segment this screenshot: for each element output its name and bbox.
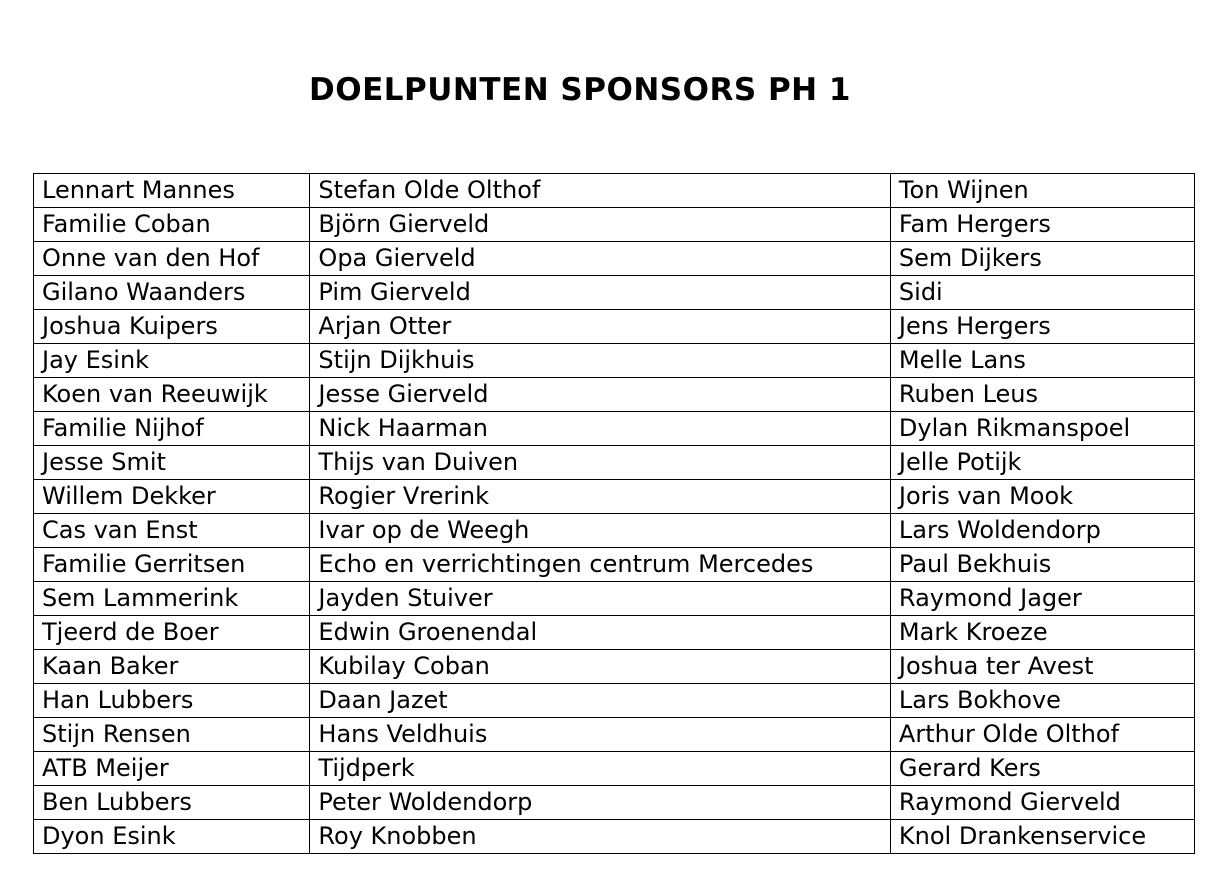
sponsor-name-cell: Onne van den Hof: [34, 242, 310, 276]
sponsor-name-cell: Stefan Olde Olthof: [310, 174, 891, 208]
page-title: DOELPUNTEN SPONSORS PH 1: [309, 72, 851, 108]
sponsor-name-cell: Ben Lubbers: [34, 786, 310, 820]
sponsor-name-cell: Melle Lans: [890, 344, 1194, 378]
sponsor-name-cell: Jelle Potijk: [890, 446, 1194, 480]
sponsor-name-cell: Stijn Dijkhuis: [310, 344, 891, 378]
sponsor-name-cell: Dylan Rikmanspoel: [890, 412, 1194, 446]
sponsor-name-cell: Arthur Olde Olthof: [890, 718, 1194, 752]
sponsor-name-cell: Peter Woldendorp: [310, 786, 891, 820]
sponsor-name-cell: Sem Lammerink: [34, 582, 310, 616]
sponsor-name-cell: Sidi: [890, 276, 1194, 310]
table-row: [34, 242, 1195, 276]
table-row: [34, 276, 1195, 310]
sponsor-name-cell: Gerard Kers: [890, 752, 1194, 786]
sponsor-name-cell: Mark Kroeze: [890, 616, 1194, 650]
sponsor-name-cell: Arjan Otter: [310, 310, 891, 344]
sponsor-name-cell: Kubilay Coban: [310, 650, 891, 684]
sponsor-name-cell: Roy Knobben: [310, 820, 891, 854]
sponsor-name-cell: Cas van Enst: [34, 514, 310, 548]
sponsor-name-cell: Ruben Leus: [890, 378, 1194, 412]
sponsor-name-cell: Familie Gerritsen: [34, 548, 310, 582]
sponsor-name-cell: Joris van Mook: [890, 480, 1194, 514]
sponsor-name-cell: Nick Haarman: [310, 412, 891, 446]
table-row: [34, 208, 1195, 242]
sponsor-name-cell: Paul Bekhuis: [890, 548, 1194, 582]
sponsor-table-body: [34, 174, 1195, 854]
sponsor-name-cell: Tjeerd de Boer: [34, 616, 310, 650]
table-row: [34, 174, 1195, 208]
table-row: [34, 684, 1195, 718]
sponsor-name-cell: Raymond Jager: [890, 582, 1194, 616]
sponsor-name-cell: Edwin Groenendal: [310, 616, 891, 650]
table-row: [34, 412, 1195, 446]
sponsor-name-cell: Gilano Waanders: [34, 276, 310, 310]
table-row: [34, 480, 1195, 514]
sponsor-name-cell: Sem Dijkers: [890, 242, 1194, 276]
sponsor-name-cell: Joshua Kuipers: [34, 310, 310, 344]
sponsor-name-cell: Pim Gierveld: [310, 276, 891, 310]
sponsor-name-cell: Jayden Stuiver: [310, 582, 891, 616]
sponsor-table: [33, 173, 1195, 854]
table-row: [34, 820, 1195, 854]
sponsor-name-cell: Joshua ter Avest: [890, 650, 1194, 684]
sponsor-name-cell: Opa Gierveld: [310, 242, 891, 276]
sponsor-name-cell: Raymond Gierveld: [890, 786, 1194, 820]
sponsor-name-cell: Björn Gierveld: [310, 208, 891, 242]
table-row: [34, 310, 1195, 344]
table-row: [34, 446, 1195, 480]
table-row: [34, 582, 1195, 616]
table-row: [34, 378, 1195, 412]
table-row: [34, 752, 1195, 786]
sponsor-name-cell: Lars Woldendorp: [890, 514, 1194, 548]
table-row: [34, 548, 1195, 582]
table-row: [34, 344, 1195, 378]
sponsor-name-cell: Stijn Rensen: [34, 718, 310, 752]
sponsor-name-cell: Fam Hergers: [890, 208, 1194, 242]
sponsor-name-cell: Jay Esink: [34, 344, 310, 378]
sponsor-name-cell: Thijs van Duiven: [310, 446, 891, 480]
sponsor-name-cell: Knol Drankenservice: [890, 820, 1194, 854]
sponsor-name-cell: Daan Jazet: [310, 684, 891, 718]
sponsor-name-cell: Jesse Gierveld: [310, 378, 891, 412]
table-row: [34, 514, 1195, 548]
sponsor-name-cell: Koen van Reeuwijk: [34, 378, 310, 412]
sponsor-name-cell: Dyon Esink: [34, 820, 310, 854]
sponsor-name-cell: Ton Wijnen: [890, 174, 1194, 208]
table-row: [34, 786, 1195, 820]
sponsor-name-cell: Lennart Mannes: [34, 174, 310, 208]
table-row: [34, 650, 1195, 684]
sponsor-name-cell: Ivar op de Weegh: [310, 514, 891, 548]
sponsor-name-cell: Echo en verrichtingen centrum Mercedes: [310, 548, 891, 582]
sponsor-name-cell: Familie Nijhof: [34, 412, 310, 446]
sponsor-name-cell: Willem Dekker: [34, 480, 310, 514]
sponsor-name-cell: Familie Coban: [34, 208, 310, 242]
sponsor-name-cell: Lars Bokhove: [890, 684, 1194, 718]
sponsor-name-cell: Kaan Baker: [34, 650, 310, 684]
sponsor-name-cell: Tijdperk: [310, 752, 891, 786]
sponsor-name-cell: Jens Hergers: [890, 310, 1194, 344]
sponsor-name-cell: ATB Meijer: [34, 752, 310, 786]
sponsor-name-cell: Jesse Smit: [34, 446, 310, 480]
sponsor-name-cell: Hans Veldhuis: [310, 718, 891, 752]
sponsor-name-cell: Han Lubbers: [34, 684, 310, 718]
sponsor-name-cell: Rogier Vrerink: [310, 480, 891, 514]
table-row: [34, 718, 1195, 752]
table-row: [34, 616, 1195, 650]
